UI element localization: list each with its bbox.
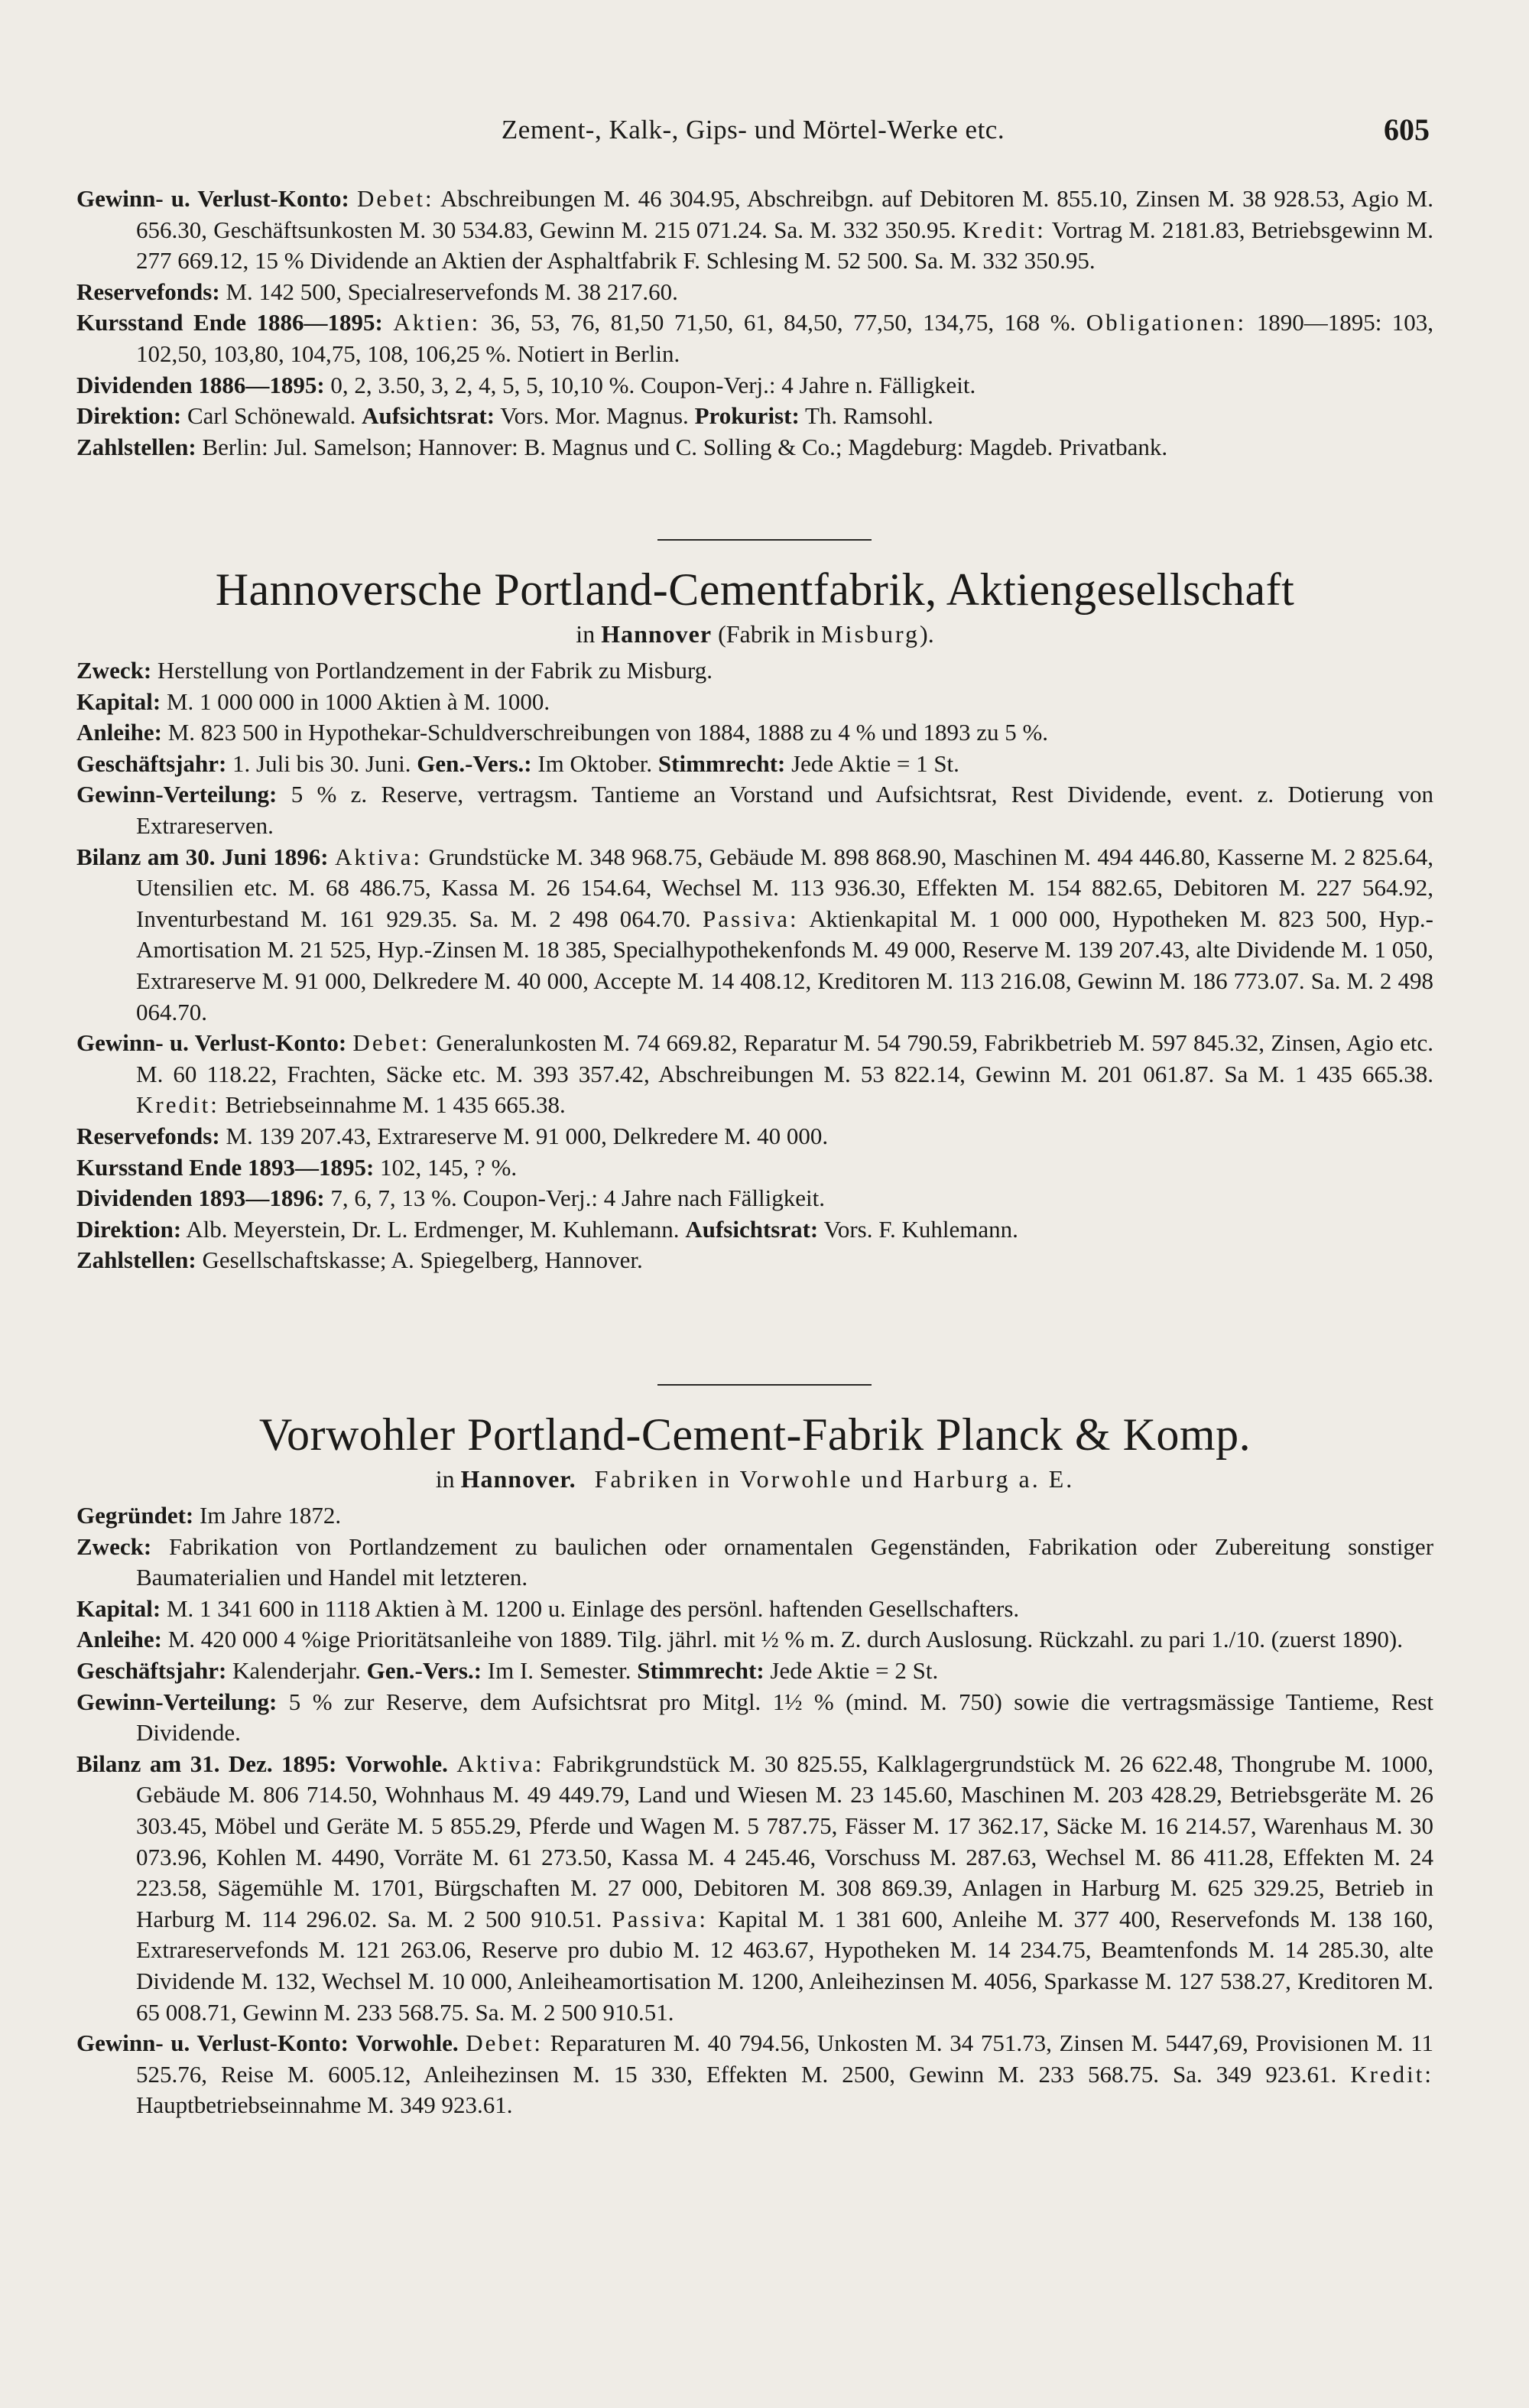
entry-text: M. 1 341 600 in 1118 Aktien à M. 1200 u. Einlage des persönl. haftenden Gesellschafters. <box>166 1594 1020 1622</box>
company-vorwohler <box>76 1407 1433 2121</box>
entry-label: Gen.-Vers.: <box>366 1656 482 1684</box>
entry-kursstand <box>76 307 1433 369</box>
keyword-aktiva: Aktiva: <box>335 843 423 870</box>
entry-label: Gewinn- u. Verlust-Konto: <box>76 185 349 212</box>
keyword-kredit: Kredit: <box>1350 2060 1434 2088</box>
location-prefix: in <box>576 620 596 648</box>
entry-text: Vortrag M. 2181.83, Betriebsgewinn M. 277 669.12, 15 % Dividende an Aktien der Asphaltfabrik F. Schlesing M. 52 500. Sa. M. 332 350.95. <box>136 216 1433 275</box>
entry-text: Vors. F. Kuhlemann. <box>823 1215 1018 1243</box>
entry-text: Vors. Mor. Magnus. <box>500 402 689 430</box>
keyword-aktiva: Aktiva: <box>456 1750 544 1777</box>
entry-gewinn-verteilung <box>76 779 1433 841</box>
separator-line <box>657 1384 872 1386</box>
location-prefix: in <box>435 1465 455 1493</box>
entry-direktion <box>76 401 1433 432</box>
location-city: Hannover <box>601 620 713 648</box>
entry-text: Alb. Meyerstein, Dr. L. Erdmenger, M. Kuhlemann. <box>186 1215 680 1243</box>
entry-label: Gegründet: <box>76 1502 194 1529</box>
entry-label-location: Vorwohle. <box>345 1750 448 1777</box>
entry-text: 102, 145, ? %. <box>380 1153 518 1181</box>
location-city: Hannover. <box>460 1465 576 1493</box>
entry-label: Gewinn-Verteilung: <box>76 781 278 808</box>
entry-text: Reparaturen M. 40 794.56, Unkosten M. 34 751.73, Zinsen M. 5447,69, Provisionen M. 11 525.76, Reise M. 6005.12, Anleihezinsen M. 15 330, Effekten M. 2500, Gewinn M. 233 568.75. Sa. 349 923.61. <box>136 2029 1434 2088</box>
entry-text: 7, 6, 7, 13 %. Coupon-Verj.: 4 Jahre nach Fälligkeit. <box>330 1185 826 1212</box>
entry-text: 5 % z. Reserve, vertragsm. Tantieme an Vorstand und Aufsichtsrat, Rest Dividende, event. z. Dotierung von Extrareserven. <box>136 781 1433 839</box>
keyword-kredit: Kredit: <box>963 216 1046 243</box>
previous-company-continuation <box>76 184 1433 463</box>
location-suffix: (Fabrik in <box>718 620 816 648</box>
entry-label: Kapital: <box>76 1594 161 1622</box>
entry-label: Geschäftsjahr: <box>76 1656 227 1684</box>
entry-text: 1890—1895: 103, 102,50, 103,80, 104,75, 108, 106,25 %. Notiert in Berlin. <box>136 309 1434 367</box>
entry-text: Jede Aktie = 2 St. <box>770 1656 939 1684</box>
entry-reservefonds <box>76 1121 1433 1152</box>
entry-text: 36, 53, 76, 81,50 71,50, 61, 84,50, 77,50, 134,75, 168 %. <box>490 309 1076 336</box>
entry-text: M. 139 207.43, Extrareserve M. 91 000, Delkredere M. 40 000. <box>226 1122 829 1149</box>
entry-geschaeftsjahr <box>76 749 1433 780</box>
running-title: Zement-, Kalk-, Gips- und Mörtel-Werke etc. <box>501 115 1005 145</box>
entry-label: Bilanz am 30. Juni 1896: <box>76 843 329 870</box>
entry-text: M. 1 000 000 in 1000 Aktien à M. 1000. <box>166 687 550 715</box>
keyword-obligationen: Obligationen: <box>1086 309 1247 336</box>
entry-bilanz <box>76 842 1433 1029</box>
entry-zweck <box>76 1532 1433 1594</box>
entry-label: Zahlstellen: <box>76 1246 196 1274</box>
entry-zweck <box>76 655 1433 687</box>
entry-label: Reservefonds: <box>76 278 220 305</box>
location-factory: Misburg <box>821 620 920 648</box>
entry-text: M. 142 500, Specialreservefonds M. 38 217.60. <box>226 278 678 305</box>
entry-kapital <box>76 687 1433 718</box>
entry-text: 0, 2, 3.50, 3, 2, 4, 5, 5, 10,10 %. Coupon-Verj.: 4 Jahre n. Fälligkeit. <box>330 371 976 398</box>
entry-text: Berlin: Jul. Samelson; Hannover: B. Magnus und C. Solling & Co.; Magdeburg: Magdeb. Privatbank. <box>202 433 1168 460</box>
entry-label: Direktion: <box>76 402 182 430</box>
keyword-debet: Debet: <box>356 185 434 212</box>
entry-label: Anleihe: <box>76 1626 162 1653</box>
entry-label: Gewinn- u. Verlust-Konto: <box>76 1029 347 1057</box>
entry-label: Geschäftsjahr: <box>76 749 227 777</box>
separator-line <box>657 539 872 541</box>
entry-label: Stimmrecht: <box>637 1656 764 1684</box>
entry-text: Kapital M. 1 381 600, Anleihe M. 377 400, Reservefonds M. 138 160, Extrareservefonds M. 121 263.06, Reserve pro dubio M. 12 463.67, Hypotheken M. 14 234.75, Beamtenfonds M. 14 285.30, alte Dividende M. 132, Wechsel M. 10 000, Anleiheamortisation M. 1200, Anleihezinsen M. 4056, Sparkasse M. 127 538.27, Kreditoren M. 65 008.71, Gewinn M. 233 568.75. Sa. M. 2 500 910.51. <box>136 1905 1434 2026</box>
entry-text: Grundstücke M. 348 968.75, Gebäude M. 898 868.90, Maschinen M. 494 446.80, Kasserne M. 2 825.64, Utensilien etc. M. 68 486.75, Kassa M. 26 154.64, Wechsel M. 113 936.30, Effekten M. 154 882.65, Debitoren M. 227 564.92, Inventurbestand M. 161 929.35. Sa. M. 2 498 064.70. <box>136 843 1433 932</box>
keyword-passiva: Passiva: <box>612 1905 709 1932</box>
entry-gewinn-verlust <box>76 2028 1433 2121</box>
entry-text: Aktienkapital M. 1 000 000, Hypotheken M. 823 500, Hyp.-Amortisation M. 21 525, Hyp.-Zinsen M. 18 385, Specialhypothekenfonds M. 49 000, Reserve M. 139 207.43, alte Dividende M. 1 050, Extrareserve M. 91 000, Delkredere M. 40 000, Accepte M. 14 408.12, Kreditoren M. 113 216.08, Gewinn M. 186 773.07. Sa. M. 2 498 064.70. <box>136 905 1434 1025</box>
entry-text: Jede Aktie = 1 St. <box>791 749 959 777</box>
entry-text: M. 823 500 in Hypothekar-Schuldverschreibungen von 1884, 1888 zu 4 % und 1893 zu 5 %. <box>167 719 1049 746</box>
company-location <box>76 617 1433 651</box>
entry-bilanz <box>76 1749 1433 2028</box>
entry-dividenden <box>76 370 1433 401</box>
entry-label: Kursstand Ende 1893—1895: <box>76 1153 375 1181</box>
page-number: 605 <box>1384 112 1430 147</box>
entry-label: Dividenden 1886—1895: <box>76 371 325 398</box>
location-suffix-end: ). <box>920 620 934 648</box>
company-title: Vorwohler Portland-Cement-Fabrik Planck & Komp. <box>258 1409 1251 1460</box>
entry-text: Th. Ramsohl. <box>804 402 933 430</box>
entry-label: Bilanz am 31. Dez. 1895: <box>76 1750 337 1777</box>
entry-label: Dividenden 1893—1896: <box>76 1185 325 1212</box>
entry-text: Gesellschaftskasse; A. Spiegelberg, Hannover. <box>202 1246 643 1274</box>
entry-text: 5 % zur Reserve, dem Aufsichtsrat pro Mitgl. 1½ % (mind. M. 750) sowie die vertragsmässige Tantieme, Rest Dividende. <box>136 1688 1434 1747</box>
entry-direktion <box>76 1214 1433 1246</box>
entry-text: Hauptbetriebseinnahme M. 349 923.61. <box>136 2091 513 2119</box>
entry-zahlstellen <box>76 432 1433 463</box>
entry-text: Kalenderjahr. <box>232 1656 361 1684</box>
entry-text: Betriebseinnahme M. 1 435 665.38. <box>225 1091 566 1119</box>
entry-text: Fabrikgrundstück M. 30 825.55, Kalklagergrundstück M. 26 622.48, Thongrube M. 1000, Gebäude M. 806 714.50, Wohnhaus M. 49 449.79, Land und Wiesen M. 23 145.60, Maschinen M. 203 428.29, Betriebsgeräte M. 26 303.45, Möbel und Geräte M. 5 855.29, Pferde und Wagen M. 5 787.75, Fässer M. 17 362.17, Säcke M. 16 214.57, Warenhaus M. 30 073.96, Kohlen M. 4490, Vorräte M. 61 273.50, Kassa M. 4 245.46, Vorschuss M. 287.63, Wechsel M. 86 411.28, Effekten M. 24 223.58, Sägemühle M. 1701, Bürgschaften M. 27 000, Debitoren M. 308 869.39, Anlagen in Harburg M. 625 329.25, Betrieb in Harburg M. 114 296.02. Sa. M. 2 500 910.51. <box>136 1750 1433 1932</box>
keyword-kredit: Kredit: <box>136 1091 219 1119</box>
entry-label: Aufsichtsrat: <box>685 1215 819 1243</box>
entry-text: Im Oktober. <box>537 749 653 777</box>
entry-text: Carl Schönewald. <box>187 402 356 430</box>
entry-gewinn-verteilung <box>76 1687 1433 1749</box>
company-title: Hannoversche Portland-Cementfabrik, Aktiengesellschaft <box>215 564 1295 615</box>
keyword-debet: Debet: <box>466 2029 543 2057</box>
running-header <box>76 112 1430 161</box>
entry-text: Im I. Semester. <box>487 1656 631 1684</box>
entry-gegruendet <box>76 1500 1433 1532</box>
entry-label: Gen.-Vers.: <box>417 749 532 777</box>
entry-kapital <box>76 1594 1433 1625</box>
entry-label: Zahlstellen: <box>76 433 196 460</box>
entry-gewinn-verlust <box>76 184 1433 277</box>
entry-label-location: Vorwohle. <box>355 2029 459 2057</box>
entry-label: Stimmrecht: <box>657 749 786 777</box>
entry-label: Zweck: <box>76 1532 152 1560</box>
entry-kursstand <box>76 1152 1433 1184</box>
company-hannoversche <box>76 562 1433 1276</box>
entry-label: Direktion: <box>76 1215 182 1243</box>
entry-label: Aufsichtsrat: <box>362 402 495 430</box>
entry-label: Gewinn-Verteilung: <box>76 1688 278 1715</box>
entry-text: Im Jahre 1872. <box>200 1502 342 1529</box>
keyword-aktien: Aktien: <box>393 309 481 336</box>
entry-text: 1. Juli bis 30. Juni. <box>232 749 411 777</box>
company-location <box>76 1462 1433 1496</box>
entry-label: Kapital: <box>76 687 161 715</box>
entry-text: Abschreibungen M. 46 304.95, Abschreibgn. auf Debitoren M. 855.10, Zinsen M. 38 928.53, Agio M. 656.30, Geschäftsunkosten M. 30 534.83, Gewinn M. 215 071.24. Sa. M. 332 350.95. <box>136 185 1433 243</box>
entry-geschaeftsjahr <box>76 1656 1433 1687</box>
entry-text: Generalunkosten M. 74 669.82, Reparatur M. 54 790.59, Fabrikbetrieb M. 597 845.32, Zinsen, Agio etc. M. 60 118.22, Frachten, Säcke etc. M. 393 357.42, Abschreibungen M. 53 822.14, Gewinn M. 201 061.87. Sa M. 1 435 665.38. <box>136 1029 1434 1087</box>
entry-label: Gewinn- u. Verlust-Konto: <box>76 2029 349 2057</box>
entry-anleihe <box>76 717 1433 749</box>
entry-gewinn-verlust <box>76 1028 1433 1121</box>
entry-label: Prokurist: <box>694 402 800 430</box>
entry-anleihe <box>76 1624 1433 1656</box>
keyword-debet: Debet: <box>352 1029 430 1057</box>
entry-text: Fabrikation von Portlandzement zu baulichen oder ornamentalen Gegenständen, Fabrikation oder Zubereitung sonstiger Baumaterialien und Handel mit letzteren. <box>136 1532 1434 1591</box>
entry-zahlstellen <box>76 1245 1433 1276</box>
entry-dividenden <box>76 1183 1433 1214</box>
location-factories: Fabriken in Vorwohle und Harburg a. E. <box>594 1465 1075 1493</box>
entry-label: Anleihe: <box>76 719 162 746</box>
keyword-passiva: Passiva: <box>703 905 799 932</box>
entry-text: Herstellung von Portlandzement in der Fabrik zu Misburg. <box>157 657 713 684</box>
entry-label: Reservefonds: <box>76 1122 220 1149</box>
entry-reservefonds <box>76 277 1433 308</box>
entry-label: Kursstand Ende 1886—1895: <box>76 309 383 336</box>
entry-text: M. 420 000 4 %ige Prioritätsanleihe von 1889. Tilg. jährl. mit ½ % m. Z. durch Auslosung. Rückzahl. zu pari 1./10. (zuerst 1890). <box>167 1626 1403 1653</box>
entry-label: Zweck: <box>76 657 152 684</box>
